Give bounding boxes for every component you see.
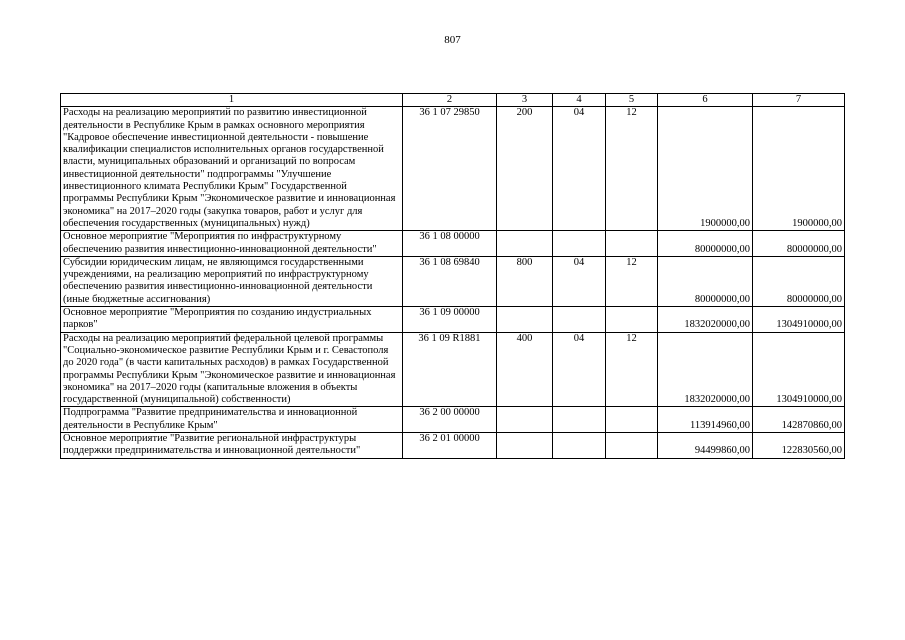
table-row (61, 256, 845, 306)
subsection-code: 12 (606, 256, 658, 306)
subsection-code (606, 231, 658, 257)
column-header: 5 (606, 94, 658, 107)
column-header: 7 (753, 94, 845, 107)
target-code: 36 1 07 29850 (403, 107, 497, 231)
amount-2020: 1304910000,00 (753, 332, 845, 407)
column-header: 2 (403, 94, 497, 107)
row-description: Субсидии юридическим лицам, не являющимся государственными учреждениями, на реализацию мероприятий по инфраструктурному обеспечению развития инвестиционно-инновационной деятельности (иные бюджетные ассигнования) (61, 256, 403, 306)
target-code: 36 1 08 69840 (403, 256, 497, 306)
column-header: 3 (497, 94, 553, 107)
expense-type-code (497, 307, 553, 333)
amount-2019: 80000000,00 (658, 256, 753, 306)
table-row (61, 407, 845, 433)
section-code: 04 (553, 107, 606, 231)
row-description: Основное мероприятие "Развитие региональной инфраструктуры поддержки предпринимательства и инновационной деятельности" (61, 433, 403, 459)
target-code: 36 2 00 00000 (403, 407, 497, 433)
column-header: 6 (658, 94, 753, 107)
table-row (61, 107, 845, 231)
subsection-code (606, 307, 658, 333)
section-code (553, 433, 606, 459)
amount-2019: 1832020000,00 (658, 307, 753, 333)
amount-2020: 142870860,00 (753, 407, 845, 433)
amount-2020: 1304910000,00 (753, 307, 845, 333)
amount-2020: 1900000,00 (753, 107, 845, 231)
target-code: 36 1 09 R1881 (403, 332, 497, 407)
amount-2019: 1900000,00 (658, 107, 753, 231)
table-row (61, 332, 845, 407)
expense-type-code (497, 433, 553, 459)
row-description: Расходы на реализацию мероприятий федеральной целевой программы "Социально-экономическое развитие Республики Крым и г. Севастополя до 2020 года" (в части капитальных расходов) в рамках Государственной программы Республики Крым "Экономическое развитие и инновационная экономика" на 2017–2020 годы (капитальные вложения в объекты государственной (муниципальной) собственности) (61, 332, 403, 407)
expense-type-code (497, 407, 553, 433)
subsection-code (606, 433, 658, 459)
subsection-code: 12 (606, 332, 658, 407)
table-row (61, 433, 845, 459)
section-code (553, 307, 606, 333)
table-row (61, 307, 845, 333)
subsection-code (606, 407, 658, 433)
budget-table (60, 93, 845, 459)
column-header: 1 (61, 94, 403, 107)
target-code: 36 1 08 00000 (403, 231, 497, 257)
target-code: 36 1 09 00000 (403, 307, 497, 333)
amount-2020: 122830560,00 (753, 433, 845, 459)
row-description: Подпрограмма "Развитие предпринимательства и инновационной деятельности в Республике Крым" (61, 407, 403, 433)
expense-type-code: 800 (497, 256, 553, 306)
row-description: Основное мероприятие "Мероприятия по инфраструктурному обеспечению развития инвестиционно-инновационной деятельности" (61, 231, 403, 257)
expense-type-code (497, 231, 553, 257)
column-header: 4 (553, 94, 606, 107)
table-row (61, 231, 845, 257)
row-description: Основное мероприятие "Мероприятия по созданию индустриальных парков" (61, 307, 403, 333)
amount-2019: 80000000,00 (658, 231, 753, 257)
target-code: 36 2 01 00000 (403, 433, 497, 459)
amount-2020: 80000000,00 (753, 256, 845, 306)
section-code: 04 (553, 256, 606, 306)
column-number-row (61, 94, 845, 107)
section-code (553, 231, 606, 257)
expense-type-code: 400 (497, 332, 553, 407)
page-number: 807 (444, 34, 461, 46)
amount-2019: 94499860,00 (658, 433, 753, 459)
subsection-code: 12 (606, 107, 658, 231)
expense-type-code: 200 (497, 107, 553, 231)
amount-2019: 113914960,00 (658, 407, 753, 433)
section-code (553, 407, 606, 433)
section-code: 04 (553, 332, 606, 407)
amount-2020: 80000000,00 (753, 231, 845, 257)
amount-2019: 1832020000,00 (658, 332, 753, 407)
row-description: Расходы на реализацию мероприятий по развитию инвестиционной деятельности в Республике Крым в рамках основного мероприятия "Кадровое обеспечение инвестиционной деятельности - повышение квалификации специалистов исполнительных органов государственной власти, муниципальных образований и организаций по вопросам инвестиционной деятельности" подпрограммы "Улучшение инвестиционного климата Республики Крым" Государственной программы Республики Крым "Экономическое развитие и инновационная экономика" на 2017–2020 годы (закупка товаров, работ и услуг для обеспечения государственных (муниципальных) нужд) (61, 107, 403, 231)
